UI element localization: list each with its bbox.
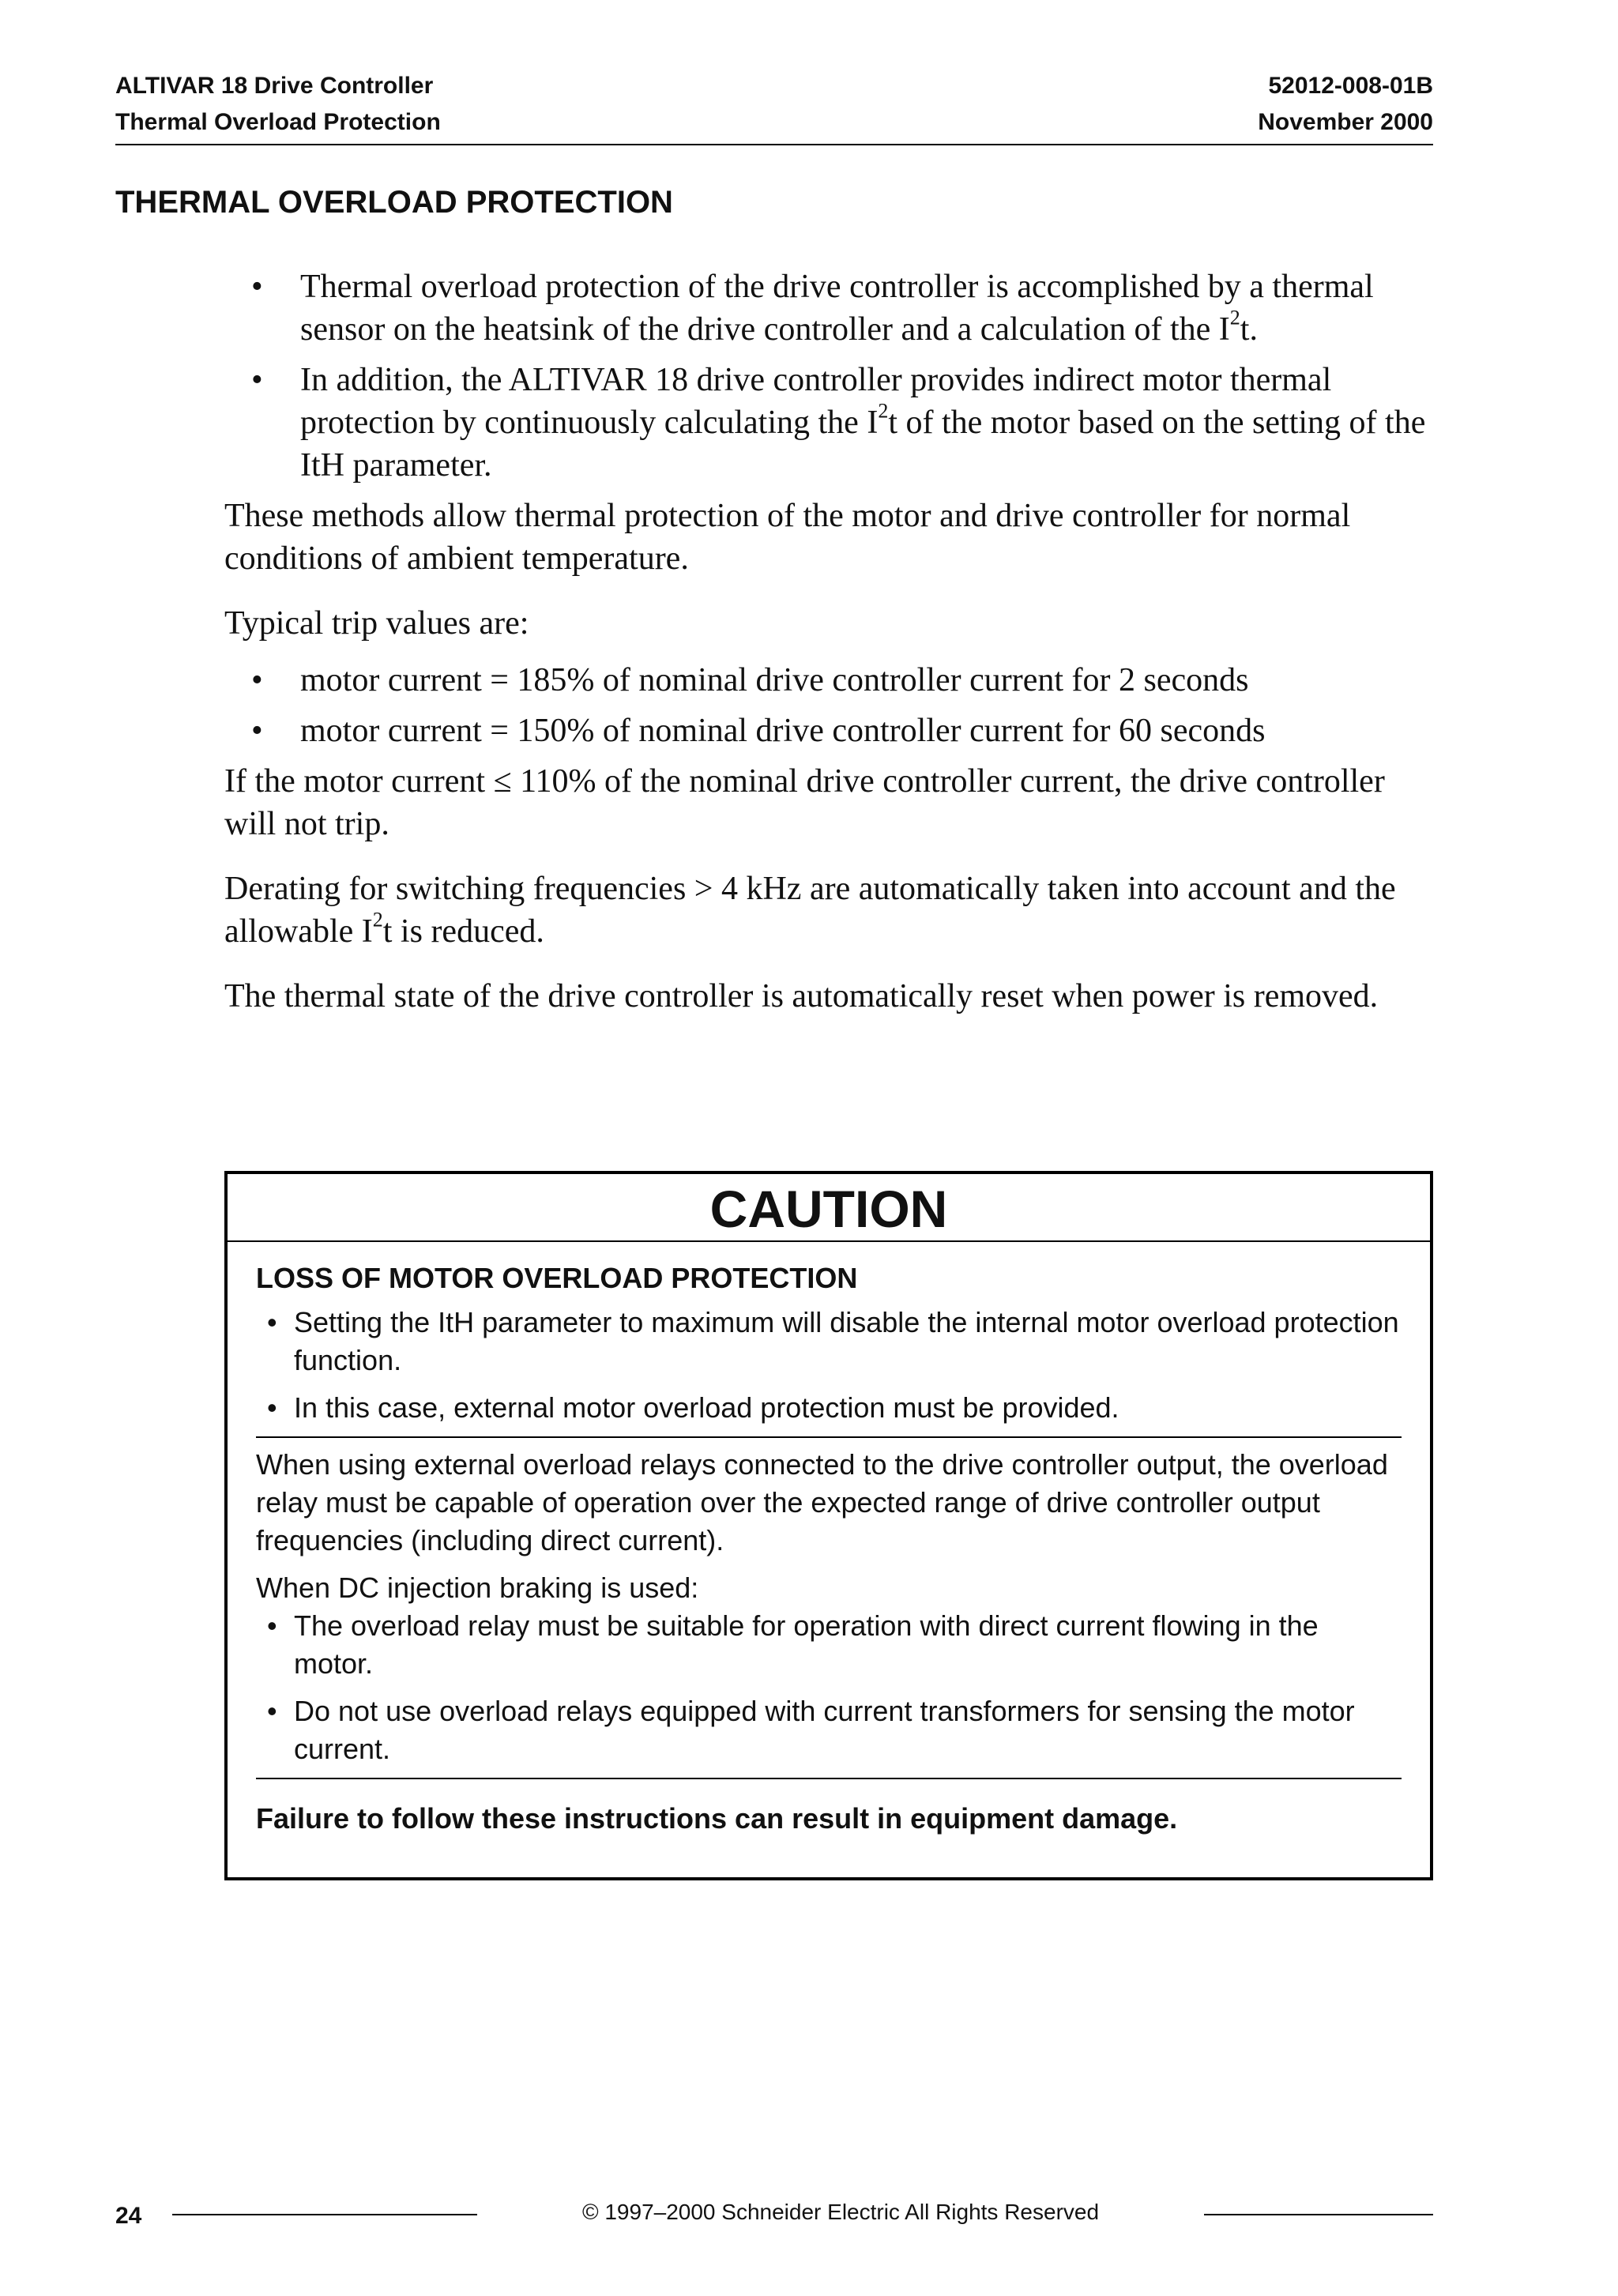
- list-item-text: motor current = 185% of nominal drive controller current for 2 seconds: [300, 662, 1249, 698]
- bullet-icon: •: [251, 362, 263, 398]
- list-item-text: Thermal overload protection of the drive controller is accomplished by a thermal sensor on the heatsink of the drive controller and a calculation of the I: [300, 269, 1374, 348]
- divider: [256, 1778, 1402, 1779]
- superscript: 2: [1229, 306, 1240, 329]
- list-item-text: In this case, external motor overload protection must be provided.: [294, 1391, 1119, 1424]
- caution-para-dc: When DC injection braking is used:: [256, 1571, 699, 1604]
- footer-rule-right: [1204, 2214, 1433, 2215]
- list-item: [256, 1304, 1402, 1379]
- list-item: [224, 659, 1433, 702]
- bullet-list-b: [224, 659, 1433, 752]
- derating-text-end: t is reduced.: [382, 913, 544, 950]
- caution-box: [224, 1171, 1433, 1880]
- list-item: [224, 265, 1433, 351]
- superscript: 2: [878, 399, 889, 423]
- caution-bullets-2: [256, 1607, 1402, 1768]
- bullet-icon: •: [267, 1391, 277, 1424]
- paragraph-derating: [224, 868, 1433, 953]
- caution-para-relays: When using external overload relays connected to the drive controller output, the overload relay must be capable of operation over the expected range of drive controller output frequencies (including direct current).: [256, 1448, 1388, 1556]
- section-title: THERMAL OVERLOAD PROTECTION: [115, 185, 673, 220]
- paragraph-methods: These methods allow thermal protection of the motor and drive controller for normal conditions of ambient temperature.: [224, 498, 1351, 577]
- list-item: [224, 359, 1433, 487]
- divider: [256, 1436, 1402, 1438]
- caution-failure-statement: Failure to follow these instructions can result in equipment damage.: [256, 1802, 1178, 1835]
- superscript: 2: [372, 908, 383, 932]
- list-item-text: Setting the ItH parameter to maximum will disable the internal motor overload protection function.: [294, 1306, 1399, 1376]
- bullet-icon: •: [267, 1609, 277, 1642]
- paragraph-no-trip: If the motor current ≤ 110% of the nominal drive controller current, the drive controller will not trip.: [224, 763, 1385, 842]
- list-item-text: motor current = 150% of nominal drive controller current for 60 seconds: [300, 713, 1266, 749]
- bullet-list-a: [224, 265, 1433, 487]
- paragraph-reset: The thermal state of the drive controller is automatically reset when power is removed.: [224, 978, 1379, 1014]
- list-item-text: Do not use overload relays equipped with current transformers for sensing the motor current.: [294, 1695, 1355, 1765]
- list-item: [256, 1692, 1402, 1768]
- list-item: [256, 1607, 1402, 1683]
- page-number: 24: [115, 2203, 142, 2229]
- list-item-text: In addition, the ALTIVAR 18 drive controller provides indirect motor thermal protection by continuously calculating the I: [300, 362, 1332, 441]
- header-right: [1258, 68, 1433, 141]
- bullet-icon: •: [267, 1695, 277, 1727]
- page-footer: [115, 2196, 1433, 2236]
- doc-number: 52012-008-01B: [1268, 73, 1433, 99]
- footer-rule-left: [172, 2214, 477, 2215]
- caution-title: CAUTION: [228, 1174, 1430, 1242]
- body-text: [224, 265, 1433, 1040]
- bullet-icon: •: [251, 662, 263, 698]
- caution-content: [228, 1259, 1430, 1838]
- caution-subtitle: LOSS OF MOTOR OVERLOAD PROTECTION: [256, 1262, 858, 1294]
- list-item: [256, 1389, 1402, 1427]
- list-item: [224, 710, 1433, 752]
- header-left: [115, 68, 441, 141]
- caution-bullets-1: [256, 1304, 1402, 1427]
- doc-date: November 2000: [1258, 109, 1433, 135]
- bullet-icon: •: [251, 269, 263, 305]
- bullet-icon: •: [267, 1306, 277, 1338]
- list-item-text-end: t.: [1240, 311, 1258, 348]
- list-item-text: The overload relay must be suitable for operation with direct current flowing in the motor.: [294, 1609, 1319, 1680]
- list-item-text-end: t of the motor based on the setting of the ItH parameter.: [300, 405, 1426, 484]
- doc-title: ALTIVAR 18 Drive Controller: [115, 73, 434, 99]
- derating-text: Derating for switching frequencies > 4 kHz are automatically taken into account and the allowable I: [224, 871, 1396, 950]
- copyright: © 1997–2000 Schneider Electric All Rights Reserved: [581, 2200, 1100, 2224]
- paragraph-typical: Typical trip values are:: [224, 605, 529, 642]
- page-header: [115, 68, 1433, 145]
- doc-subtitle: Thermal Overload Protection: [115, 109, 441, 135]
- bullet-icon: •: [251, 713, 263, 749]
